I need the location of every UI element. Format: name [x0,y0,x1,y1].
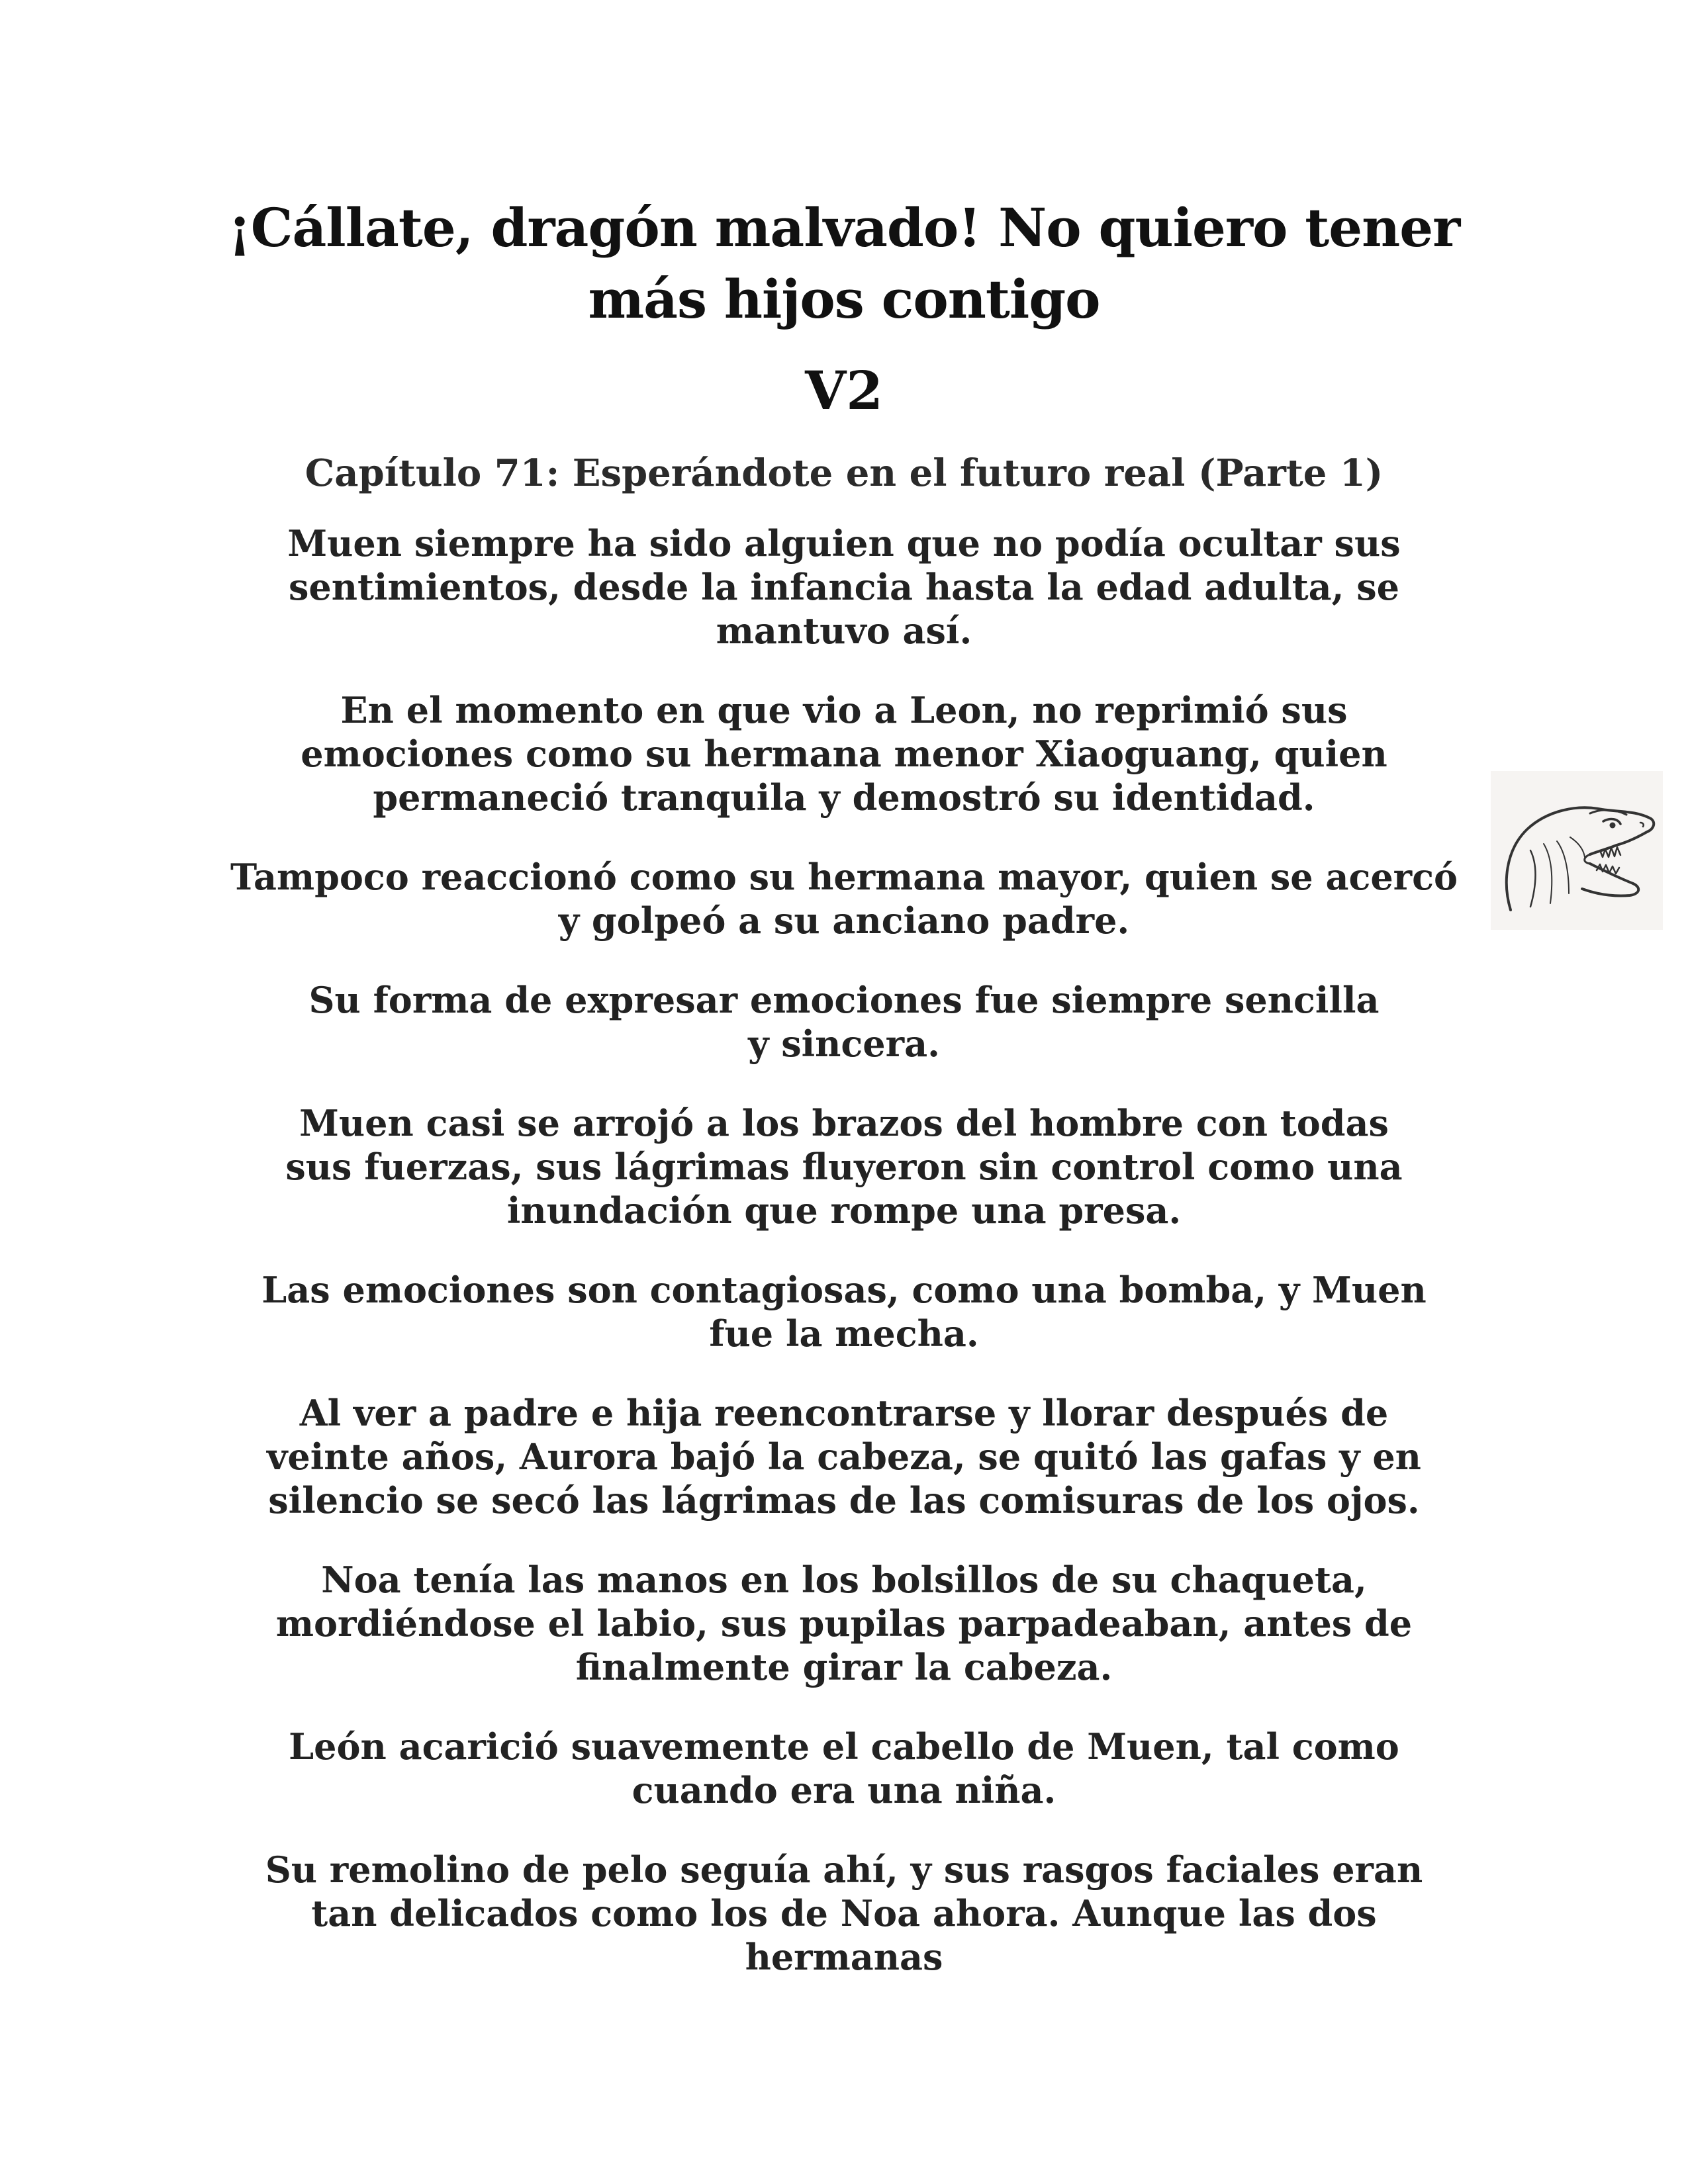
paragraph: Muen casi se arrojó a los brazos del hombre con todas sus fuerzas, sus lágrimas fluyeron sin control como una inundación que rompe una presa. [285,1102,1403,1232]
book-title [225,192,1463,335]
paragraph: Su forma de expresar emociones fue siempre sencilla y sincera. [308,979,1380,1065]
book-title-line2: más hijos contigo [588,268,1100,330]
paragraph: León acarició suavemente el cabello de Muen, tal como cuando era una niña. [289,1725,1399,1811]
paragraph: Tampoco reaccionó como su hermana mayor, quien se acercó y golpeó a su anciano padre. [230,856,1458,942]
paragraph: Noa tenía las manos en los bolsillos de su chaqueta, mordiéndose el labio, sus pupilas parpadeaban, antes de finalmente girar la cabeza. [275,1559,1413,1688]
paragraph: Las emociones son contagiosas, como una bomba, y Muen fue la mecha. [261,1269,1427,1355]
book-title-line1: ¡Cállate, dragón malvado! No quiero tener [228,197,1460,259]
paragraph: Muen siempre ha sido alguien que no podía ocultar sus sentimientos, desde la infancia hasta la edad adulta, se mantuvo así. [287,522,1401,652]
paragraph: En el momento en que vio a Leon, no reprimió sus emociones como su hermana menor Xiaoguang, quien permaneció tranquila y demostró su identidad. [301,689,1387,819]
dinosaur-head-sketch-icon [1491,771,1663,930]
chapter-heading: Capítulo 71: Esperándote en el futuro real (Parte 1) [305,451,1383,495]
paragraph: Su remolino de pelo seguía ahí, y sus rasgos faciales eran tan delicados como los de Noa ahora. Aunque las dos hermanas [265,1848,1423,1978]
volume-label: V2 [805,359,883,422]
paragraph: Al ver a padre e hija reencontrarse y llorar después de veinte años, Aurora bajó la cabeza, se quitó las gafas y en silencio se secó las lágrimas de las comisuras de los ojos. [267,1392,1421,1522]
document-page [225,192,1463,2015]
